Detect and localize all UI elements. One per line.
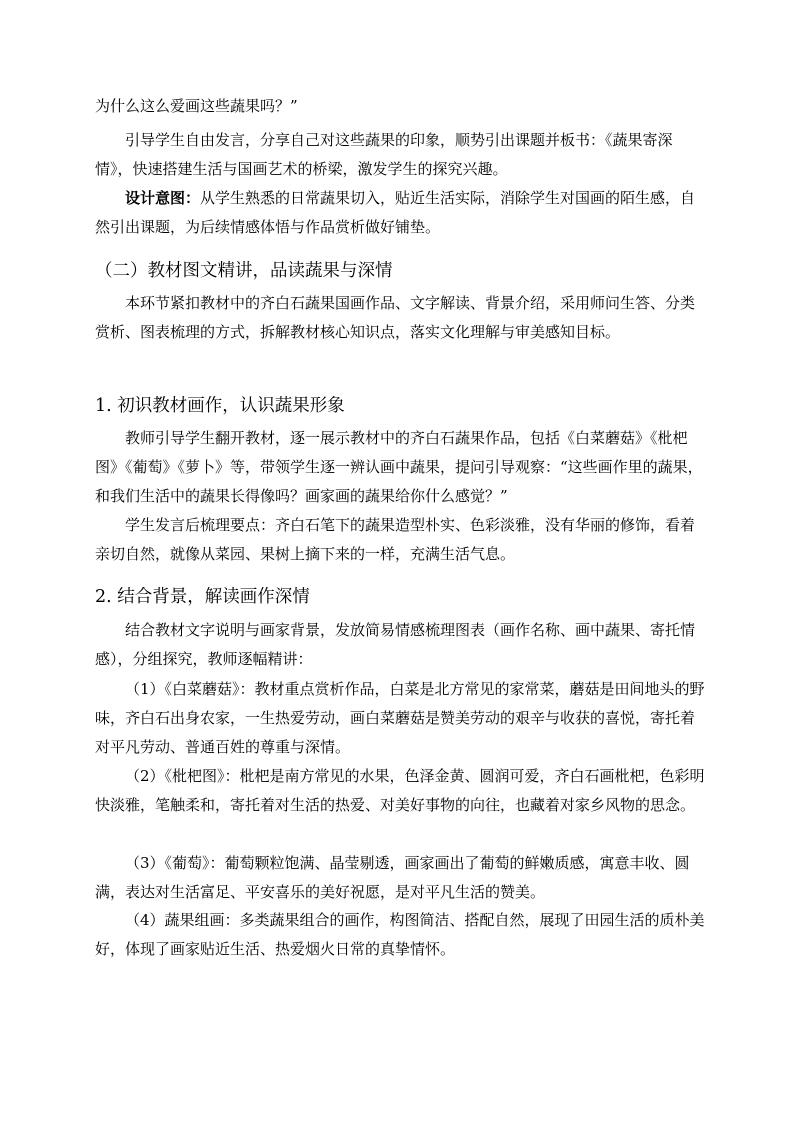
design-intent-label: 设计意图： bbox=[125, 189, 201, 207]
paragraph-student-summary: 学生发言后梳理要点：齐白石笔下的蔬果造型朴实、色彩淡雅，没有华丽的修饰，看着亲切自然，就像从菜园、果树上摘下来的一样，充满生活气息。 bbox=[95, 516, 696, 563]
subheading-2: 2. 结合背景，解读画作深情 bbox=[95, 587, 310, 607]
paragraph-teacher-guides: 教师引导学生翻开教材，逐一展示教材中的齐白石蔬果作品，包括《白菜蘑菇》《枇杷图》《葡萄》《萝卜》等，带领学生逐一辨认画中蔬果，提问引导观察：“这些画作里的蔬果，和我们生活中的蔬果长得像吗？画家画的蔬果给你什么感觉？” bbox=[95, 429, 703, 505]
paragraph-student-discussion: 引导学生自由发言，分享自己对这些蔬果的印象，顺势引出课题并板书：《蔬果寄深情》，快速搭建生活与国画艺术的桥梁，激发学生的探究兴趣。 bbox=[95, 131, 673, 178]
paragraph-item-4: （4）蔬果组画：多类蔬果组合的画作，构图简洁、搭配自然，展现了田园生活的质朴美好，体现了画家贴近生活、热爱烟火日常的真挚情怀。 bbox=[95, 911, 705, 958]
paragraph-intro-end: 为什么这么爱画这些蔬果吗？” bbox=[95, 97, 298, 115]
paragraph-item-3: （3）《葡萄》：葡萄颗粒饱满、晶莹剔透，画家画出了葡萄的鲜嫩质感，寓意丰收、圆满，表达对生活富足、平安喜乐的美好祝愿，是对平凡生活的赞美。 bbox=[95, 854, 690, 901]
section-heading-2: （二）教材图文精讲，品读蔬果与深情 bbox=[95, 261, 393, 281]
design-intent-text: 从学生熟悉的日常蔬果切入，贴近生活实际，消除学生对国画的陌生感，自然引出课题，为后续情感体悟与作品赏析做好铺垫。 bbox=[95, 189, 696, 236]
paragraph-section-intro: 本环节紧扣教材中的齐白石蔬果国画作品、文字解读、背景介绍，采用师问生答、分类赏析、图表梳理的方式，拆解教材核心知识点，落实文化理解与审美感知目标。 bbox=[95, 294, 696, 341]
paragraph-design-intent bbox=[95, 184, 705, 242]
paragraph-background: 结合教材文字说明与画家背景，发放简易情感梳理图表（画作名称、画中蔬果、寄托情感），分组探究，教师逐幅精讲： bbox=[95, 621, 696, 668]
paragraph-item-2: （2）《枇杷图》：枇杷是南方常见的水果，色泽金黄、圆润可爱，齐白石画枇杷，色彩明快淡雅，笔触柔和，寄托着对生活的热爱、对美好事物的向往，也藏着对家乡风物的思念。 bbox=[95, 767, 705, 814]
paragraph-item-1: （1）《白菜蘑菇》：教材重点赏析作品，白菜是北方常见的家常菜，蘑菇是田间地头的野味，齐白石出身农家，一生热爱劳动，画白菜蘑菇是赞美劳动的艰辛与收获的喜悦，寄托着对平凡劳动、普通百姓的尊重与深情。 bbox=[95, 680, 705, 756]
subheading-1: 1. 初识教材画作，认识蔬果形象 bbox=[95, 396, 345, 416]
